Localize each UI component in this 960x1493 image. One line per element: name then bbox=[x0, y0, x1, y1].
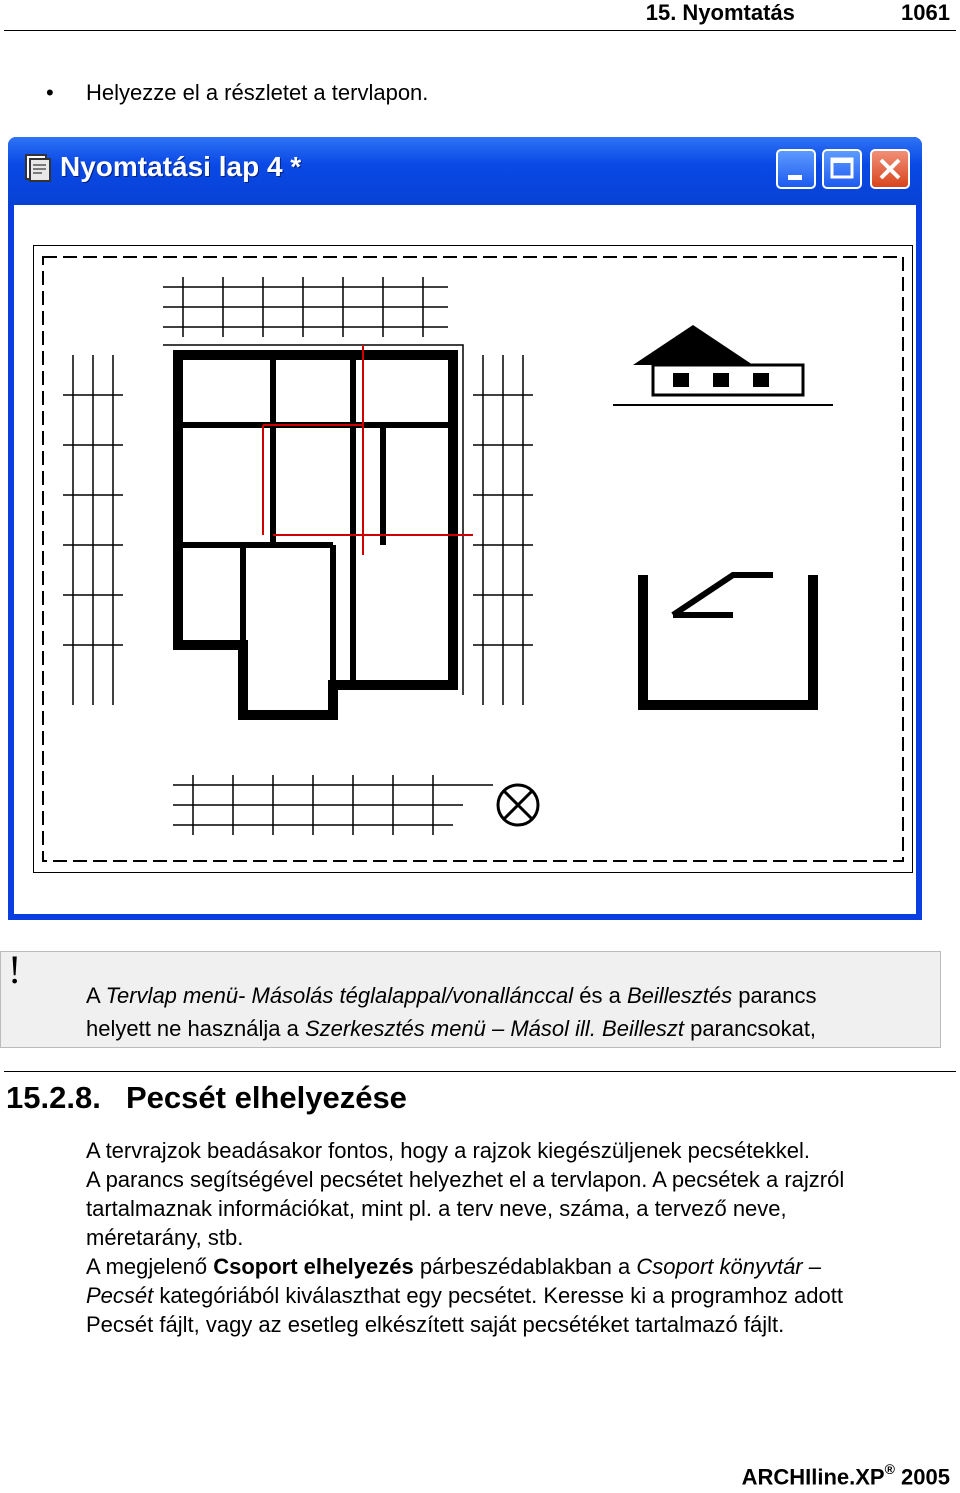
note-text: és a bbox=[573, 983, 627, 1008]
header-text bbox=[646, 0, 950, 26]
page-footer bbox=[742, 1463, 950, 1490]
product-name: ARCHIline.XP bbox=[741, 1464, 885, 1490]
page-header bbox=[0, 0, 960, 32]
maximize-button[interactable] bbox=[822, 149, 862, 189]
note-text: parancs bbox=[732, 983, 817, 1008]
paragraph-line: A parancs segítségével pecsétet helyezhet el a tervlapon. A pecsétek a rajzról bbox=[86, 1167, 845, 1192]
header-divider bbox=[4, 30, 956, 31]
section-title: Pecsét elhelyezése bbox=[126, 1080, 407, 1115]
registered-mark: ® bbox=[884, 1461, 895, 1477]
section-heading bbox=[6, 1080, 407, 1116]
bullet-text: Helyezze el a részletet a tervlapon. bbox=[86, 80, 429, 105]
paragraph-line: méretarány, stb. bbox=[86, 1225, 244, 1250]
document-icon bbox=[24, 153, 52, 183]
section-divider bbox=[4, 1071, 956, 1072]
command-name: Beillesztés bbox=[626, 983, 733, 1008]
paragraph-line: tartalmaznak információkat, mint pl. a terv neve, száma, a tervező neve, bbox=[86, 1196, 787, 1221]
close-button[interactable] bbox=[870, 149, 910, 189]
chapter-title: 15. Nyomtatás bbox=[645, 0, 795, 25]
maximize-icon bbox=[824, 151, 860, 187]
note-text: parancsokat, bbox=[683, 1016, 817, 1041]
note-text: helyett ne használja a bbox=[86, 1016, 305, 1041]
window-title: Nyomtatási lap 4 * bbox=[60, 151, 302, 182]
minimize-button[interactable] bbox=[776, 149, 816, 189]
section-number: 15.2.8. bbox=[6, 1080, 101, 1115]
paragraph-line: A tervrajzok beadásakor fontos, hogy a rajzok kiegészüljenek pecsétekkel. bbox=[86, 1138, 810, 1163]
note-line-1 bbox=[86, 983, 817, 1009]
library-path: Pecsét bbox=[86, 1283, 154, 1308]
menu-path: Szerkesztés menü – Másol ill. Beilleszt bbox=[304, 1016, 684, 1041]
architectural-drawing bbox=[33, 245, 913, 873]
paragraph-line bbox=[86, 1283, 843, 1309]
drawing-canvas[interactable] bbox=[14, 205, 916, 914]
paragraph-line: Pecsét fájlt, vagy az esetleg elkészített saját pecsétéket tartalmazó fájlt. bbox=[86, 1312, 785, 1337]
page-number: 1061 bbox=[901, 0, 950, 25]
menu-path: Tervlap menü- Másolás téglalappal/vonallánccal bbox=[105, 983, 574, 1008]
dialog-name: Csoport elhelyezés bbox=[213, 1254, 414, 1279]
footer-year: 2005 bbox=[901, 1464, 950, 1490]
paragraph-text: kategóriából kiválaszthat egy pecsétet. Keresse ki a programhoz adott bbox=[153, 1283, 843, 1308]
close-icon bbox=[872, 151, 908, 187]
minimize-icon bbox=[778, 151, 814, 187]
note-line-2 bbox=[86, 1016, 816, 1042]
bullet-icon: • bbox=[46, 80, 54, 105]
print-sheet-window[interactable] bbox=[8, 137, 922, 920]
window-titlebar[interactable] bbox=[8, 137, 922, 205]
warning-icon: ! bbox=[8, 947, 22, 992]
library-path: Csoport könyvtár – bbox=[636, 1254, 821, 1279]
paragraph-line bbox=[86, 1254, 821, 1280]
paragraph-text: A megjelenő bbox=[86, 1254, 214, 1279]
note-text: A bbox=[86, 983, 106, 1008]
paragraph-text: párbeszédablakban a bbox=[413, 1254, 637, 1279]
